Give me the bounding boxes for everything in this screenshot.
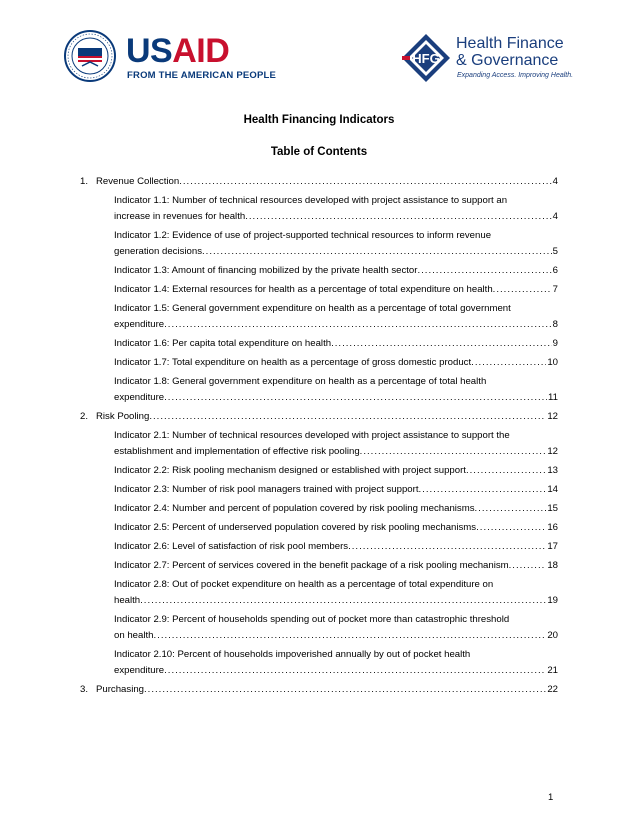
toc-indicator-entry[interactable] — [80, 374, 558, 406]
toc-entry-text: Indicator 1.7: Total expenditure on health as a percentage of gross domestic product — [114, 357, 472, 368]
toc-entry-text: Indicator 2.4: Number and percent of population covered by risk pooling mechanisms — [114, 503, 475, 514]
page-number: 1 — [548, 792, 554, 803]
toc-entry-body — [114, 501, 558, 517]
toc-indicator-entry[interactable] — [80, 501, 558, 517]
usaid-logo — [64, 26, 277, 90]
toc-entry-text: Indicator 1.6: Per capita total expenditure on health — [114, 338, 332, 349]
toc-entry-text-continued: establishment and implementation of effective risk pooling — [114, 446, 360, 457]
toc-dot-leader — [466, 463, 546, 479]
toc-dot-leader — [153, 628, 546, 644]
toc-entry-body — [96, 682, 558, 698]
toc-indicator-entry[interactable] — [80, 463, 558, 479]
toc-page-number: 4 — [552, 211, 558, 222]
toc-entry-body — [114, 539, 558, 555]
toc-section-entry[interactable] — [80, 174, 558, 190]
toc-dot-leader — [509, 558, 547, 574]
toc-indicator-entry[interactable] — [80, 482, 558, 498]
toc-entry-text: Indicator 1.8: General government expenditure on health as a percentage of total health — [114, 376, 487, 387]
toc-dot-leader — [360, 444, 547, 460]
toc-entry-text: Indicator 1.3: Amount of financing mobilized by the private health sector — [114, 265, 418, 276]
toc-dot-leader — [202, 244, 552, 260]
toc-entry-body — [114, 263, 558, 279]
toc-entry-text: Indicator 2.7: Percent of services covered in the benefit package of a risk pooling mechanism — [114, 560, 509, 571]
toc-page-number: 12 — [547, 411, 558, 422]
toc-page-number: 19 — [547, 595, 558, 606]
toc-entry-text: Indicator 2.5: Percent of underserved population covered by risk pooling mechanisms — [114, 522, 477, 533]
toc-dot-leader — [164, 317, 552, 333]
toc-dot-leader — [476, 520, 546, 536]
toc-section-entry[interactable] — [80, 409, 558, 425]
toc-entry-text-continued: generation decisions — [114, 246, 203, 257]
toc-entry-body — [114, 336, 558, 352]
toc-dot-leader — [149, 409, 546, 425]
toc-dot-leader — [417, 263, 551, 279]
toc-entry-body — [114, 520, 558, 536]
toc-entry-text: Indicator 2.2: Risk pooling mechanism designed or established with project support — [114, 465, 466, 476]
toc-entry-body — [114, 428, 558, 460]
toc-page-number: 12 — [547, 446, 558, 457]
toc-entry-text-continued: health — [114, 595, 141, 606]
toc-indicator-entry[interactable] — [80, 301, 558, 333]
toc-page-number: 5 — [552, 246, 558, 257]
page-header — [0, 0, 638, 100]
hfg-tagline: Expanding Access. Improving Health. — [457, 72, 574, 79]
toc-page-number: 8 — [552, 319, 558, 330]
toc-dot-leader — [331, 336, 552, 352]
toc-page-number: 20 — [547, 630, 558, 641]
toc-entry-text: Indicator 1.2: Evidence of use of project-supported technical resources to inform revenue — [114, 230, 492, 241]
toc-dot-leader — [493, 282, 552, 298]
toc-indicator-entry[interactable] — [80, 336, 558, 352]
toc-indicator-entry[interactable] — [80, 647, 558, 679]
toc-page-number: 22 — [547, 684, 558, 695]
usaid-wordmark — [126, 34, 229, 68]
toc-entry-body — [96, 174, 558, 190]
toc-entry-body — [114, 193, 558, 225]
toc-page-number: 10 — [547, 357, 558, 368]
toc-entry-text: Indicator 1.5: General government expenditure on health as a percentage of total government — [114, 303, 511, 314]
toc-page-number: 4 — [552, 176, 558, 187]
toc-indicator-entry[interactable] — [80, 612, 558, 644]
toc-indicator-entry[interactable] — [80, 355, 558, 371]
toc-entry-body — [114, 577, 558, 609]
toc-section-number: 3. — [80, 684, 89, 695]
table-of-contents — [80, 174, 558, 701]
toc-indicator-entry[interactable] — [80, 428, 558, 460]
toc-dot-leader — [164, 390, 547, 406]
document-title: Health Financing Indicators — [243, 114, 395, 126]
toc-entry-text: Revenue Collection — [96, 176, 180, 187]
usaid-brand-text: USAID — [126, 32, 230, 70]
toc-page-number: 9 — [552, 338, 558, 349]
toc-entry-text: Indicator 2.8: Out of pocket expenditure on health as a percentage of total expenditure on — [114, 579, 494, 590]
toc-entry-body — [114, 558, 558, 574]
toc-entry-body — [114, 647, 558, 679]
hfg-emblem-icon — [400, 32, 452, 84]
toc-entry-text: Indicator 1.4: External resources for health as a percentage of total expenditure on health — [114, 284, 493, 295]
toc-section-number: 2. — [80, 411, 89, 422]
toc-entry-body — [114, 612, 558, 644]
toc-page-number: 17 — [547, 541, 558, 552]
toc-indicator-entry[interactable] — [80, 558, 558, 574]
toc-entry-text: Indicator 2.9: Percent of households spending out of pocket more than catastrophic threshold — [114, 614, 510, 625]
toc-entry-body — [114, 463, 558, 479]
toc-entry-body — [114, 374, 558, 406]
toc-dot-leader — [475, 501, 547, 517]
toc-page-number: 13 — [547, 465, 558, 476]
toc-entry-body — [114, 355, 558, 371]
toc-dot-leader — [245, 209, 551, 225]
toc-entry-body — [114, 301, 558, 333]
toc-section-entry[interactable] — [80, 682, 558, 698]
toc-dot-leader — [348, 539, 546, 555]
toc-indicator-entry[interactable] — [80, 282, 558, 298]
toc-indicator-entry[interactable] — [80, 263, 558, 279]
toc-indicator-entry[interactable] — [80, 228, 558, 260]
toc-page-number: 6 — [552, 265, 558, 276]
toc-page-number: 14 — [547, 484, 558, 495]
toc-entry-text-continued: increase in revenues for health — [114, 211, 246, 222]
usaid-tagline: FROM THE AMERICAN PEOPLE — [127, 70, 277, 81]
toc-entry-text: Indicator 2.6: Level of satisfaction of risk pool members — [114, 541, 349, 552]
toc-indicator-entry[interactable] — [80, 539, 558, 555]
hfg-name-line2: & Governance — [456, 52, 559, 69]
toc-heading: Table of Contents — [270, 146, 368, 158]
toc-section-number: 1. — [80, 176, 89, 187]
toc-entry-text: Indicator 1.1: Number of technical resources developed with project assistance to support an — [114, 195, 508, 206]
toc-page-number: 21 — [547, 665, 558, 676]
toc-page-number: 15 — [547, 503, 558, 514]
toc-dot-leader — [471, 355, 546, 371]
svg-text:HFG: HFG — [412, 51, 440, 66]
toc-entry-text-continued: expenditure — [114, 392, 165, 403]
toc-dot-leader — [164, 663, 546, 679]
toc-page-number: 18 — [547, 560, 558, 571]
toc-dot-leader — [140, 593, 546, 609]
toc-dot-leader — [419, 482, 547, 498]
toc-entry-text: Indicator 2.3: Number of risk pool managers trained with project support — [114, 484, 419, 495]
toc-indicator-entry[interactable] — [80, 520, 558, 536]
toc-indicator-entry[interactable] — [80, 577, 558, 609]
toc-page-number: 7 — [552, 284, 558, 295]
toc-indicator-entry[interactable] — [80, 193, 558, 225]
toc-entry-text-continued: on health — [114, 630, 154, 641]
toc-entry-text: Indicator 2.10: Percent of households impoverished annually by out of pocket health — [114, 649, 471, 660]
toc-entry-text-continued: expenditure — [114, 319, 165, 330]
toc-dot-leader — [144, 682, 546, 698]
toc-entry-text: Indicator 2.1: Number of technical resources developed with project assistance to support the — [114, 430, 510, 441]
toc-page-number: 11 — [548, 392, 558, 403]
toc-entry-body — [96, 409, 558, 425]
toc-entry-body — [114, 228, 558, 260]
toc-dot-leader — [179, 174, 551, 190]
usaid-seal-icon — [64, 30, 116, 82]
toc-entry-body — [114, 482, 558, 498]
toc-entry-text-continued: expenditure — [114, 665, 165, 676]
toc-page-number: 16 — [547, 522, 558, 533]
hfg-name-line1: Health Finance — [456, 35, 564, 52]
toc-entry-text: Purchasing — [96, 684, 144, 695]
hfg-logo — [400, 32, 580, 92]
toc-entry-text: Risk Pooling — [96, 411, 150, 422]
toc-entry-body — [114, 282, 558, 298]
